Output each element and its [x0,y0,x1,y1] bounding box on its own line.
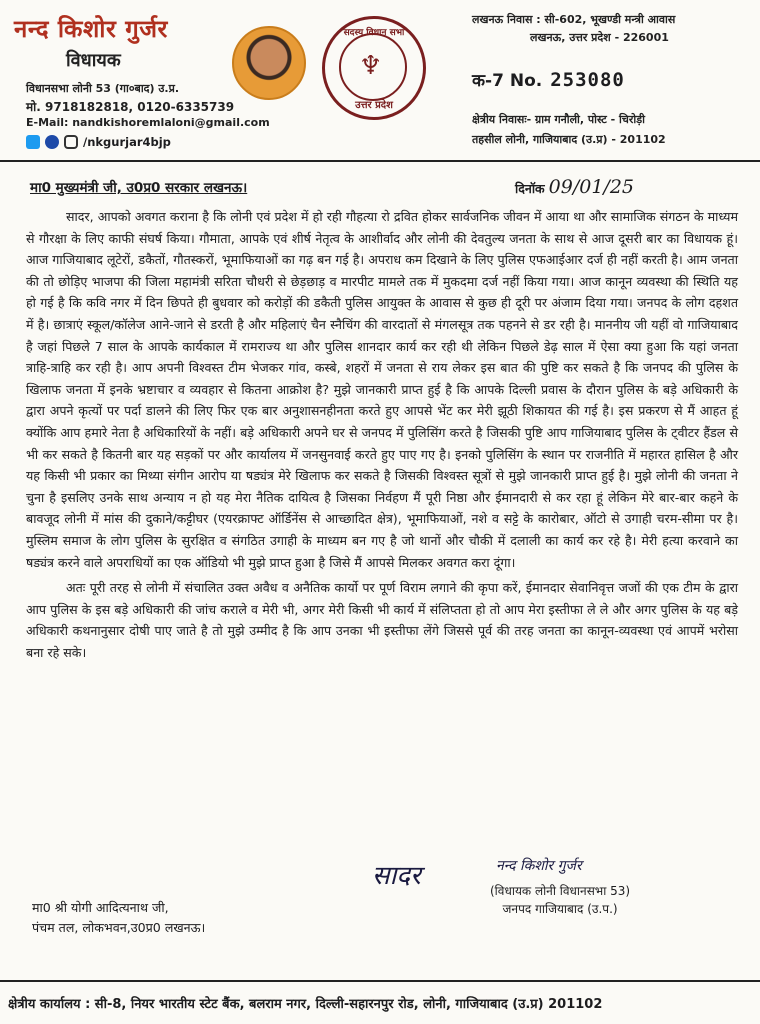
regional-office-address: क्षेत्रीय कार्यालय : सी-8, नियर भारतीय स्टेट बैंक, बलराम नगर, दिल्ली-सहारनपुर रोड, लोनी, गाजियाबाद (उ.प्र) 201102 [8,997,603,1012]
body-paragraph-1: सादर, आपको अवगत कराना है कि लोनी एवं प्रदेश में हो रही गौहत्या रो द्रवित होकर सार्वजनिक जीवन में आया था और सामाजिक संगठन के माध्यम से गौरक्षा के लिए काफी संघर्ष किया। गौमाता, आपके एवं शीर्ष नेतृत्व के आशीर्वाद और लोनी की देवतुल्य जनता के साथ से आज दूसरी बार का विधायक हूं। आज गाजियाबाद लूटेरों, डकैतों, गौतस्करों, भूमाफियाओं का गढ़ बन गई है। अपराध कम दिखाने के लिए पुलिस एफआईआर दर्ज ही नहीं करती है। आम जनता की तो छोड़िए भाजपा की जिला महामंत्री सरिता चौधरी से छेड़छाड़ व मारपीट मामले तक में मुकदमा दर्ज नहीं किया गया। आज कानून व्यवस्था की स्थिति यह हो गई है कि कवि नगर में दिन छिपते ही बुधवार को करोड़ों की डकैती पुलिस आयुक्त के आवास से कुछ ही दूरी पर अंजाम दिया गया। जनपद के लोग दहशत में है। छात्राएं स्कूल/कॉलेज आने-जाने से डरती है और महिलाएं चैन स्नैचिंग की वारदातों से मंगलसूत्र तक पहनने से डर रही है। माननीय जी यहीं वो गाजियाबाद है जहां पिछले 7 साल के आपके कार्यकाल में रामराज्य था और पुलिस शानदार कार्य कर रही थी लेकिन पिछले डेढ़ साल में ऐसा क्या हुआ कि यहां जनता त्राहि-त्राहि कर रही है। आप अपनी विश्वस्त टीम भेजकर गांव, कस्बे, शहरों में जनता से राय लेकर इस बात की पुष्टि कर सकते है कि जनपद की पुलिस के खिलाफ जनता में इनके भ्रष्टाचार व व्यवहार से कितना आक्रोश है? मुझे जानकारी प्राप्त हुई है कि आपके दिल्ली प्रवास के दौरान पुलिस के बड़े अधिकारी के द्वारा अपने कृत्यों पर पर्दा डालने की लिए फिर एक बार अनुशासनहीनता करते हुए आपसे भेंट कर मेरी झूठी शिकायत की गई है। इस प्रकरण से मैं आहत हूं क्योंकि आप हमारे नेता है अधिकारियों के नहीं। बड़े अधिकारी अपने घर से जनपद में पुलिसिंग करते है जिसकी पुष्टि आप गाजियाबाद पुलिस के ट्वीटर हैंडल से भी कर सकते है कितनी बार यह सड़कों पर और कार्यालय में जनसुनवाई करते हुए पाए गए है। इनको पुलिसिंग के स्थान पर राजनीति में महारत हासिल है और यह किसी भी प्रकार का मिथ्या संगीन आरोप या षड्यंत्र मेरे खिलाफ कर सकते है जिसकी विश्वस्त सूत्रों से मुझे जानकारी प्राप्त हुई है। मुझे लोनी की जनता ने चुना है इसलिए उनके साथ अन्याय न हो यह मेरा नैतिक दायित्व है जिसका निर्वहण मैं पूरी निष्ठा और ईमानदारी से कर रहा हूं लेकिन मेरे बार-बार कहने के बावजूद लोनी में मांस की दुकाने/कट्टीघर (एयरक्राफ्ट ऑर्डिनेंस से आच्छादित क्षेत्र), भूमाफियाओं, नशे व सट्टे के कारोबार, ऑटो से उगाही चरम-सीमा पर है। मुस्लिम समाज के लोग पुलिस के सुरक्षित व संगठित उगाही के माध्यम बन गए है जो थानों और चौकी में दलाली का कार्य कर रहे है। मेरी हत्या करवाने का षड्यंत्र करने वाले अपराधियों का एक ऑडियो भी मुझे प्राप्त हुआ है जिसे मैं आपसे मिलकर अवगत करा दूंगा। [26,209,738,570]
seal-top-text: सदस्य विधान सभा [343,28,405,38]
email: E-Mail: nandkishoremlaloni@gmail.com [26,116,270,129]
date-value: 09/01/25 [548,176,634,198]
lucknow-address-line2: लखनऊ, उत्तर प्रदेश - 226001 [530,31,669,44]
footer-divider [0,980,760,982]
body-paragraph-2: अतः पूरी तरह से लोनी में संचालित उक्त अवैध व अनैतिक कार्यो पर पूर्ण विराम लगाने की कृपा करें, ईमानदार सेवानिवृत्त जजों की एक टीम के द्वारा आप पुलिस के इस बड़े अधिकारी की जांच कराले व मेरी भी, अगर मेरी किसी भी कार्य में संलिप्तता हो तो आप मेरा इस्तीफा ले ले और अगर पुलिस के यह बड़े अधिकारी कथनानुसार दोषी पाए जाते है तो मुझे उम्मीद है कि आप उनका भी इस्तीफा लेंगे जिससे पूर्व की तरह जनता का कानून-व्यवस्था एवं आपमें भरोसा बना रहे सके। [26,580,738,660]
copy-to-line1: मा0 श्री योगी आदित्यनाथ जी, [32,900,169,915]
copy-to-line2: पंचम तल, लोकभवन,उ0प्र0 लखनऊ। [32,920,206,935]
seal-emblem-icon: ♆ [359,51,383,81]
signatory-designation [490,882,630,918]
social-handle: /nkgurjar4bjp [83,135,171,149]
lucknow-address-line1: लखनऊ निवास : सी-602, भूखण्डी मन्त्री आवास [472,13,676,26]
constituency: विधानसभा लोनी 53 (गा०बाद) उ.प्र. [26,82,180,95]
mla-title: विधायक [66,50,121,71]
letter-date [515,176,634,198]
local-address-line2: तहसील लोनी, गाजियाबाद (उ.प्र) - 201102 [472,133,666,146]
date-label: दिनॉक [515,181,545,196]
addressee: मा0 मुख्यमंत्री जी, उ0प्र0 सरकार लखनऊ। [30,180,248,196]
twitter-icon [26,135,40,149]
mobile-numbers: मो. 9718182818, 0120-6335739 [26,100,235,114]
header-divider [0,160,760,162]
local-address-line1: क्षेत्रीय निवासः- ग्राम गनौली, पोस्ट - चिरोड़ी [472,113,645,126]
copy-to [32,898,205,938]
reference-value: 253080 [550,69,625,91]
signature: नन्द किशोर गुर्जर [496,858,582,874]
reference-prefix: क-7 No. [472,71,543,91]
instagram-icon [64,135,78,149]
seal-bottom-text: उत्तर प्रदेश [355,100,393,111]
facebook-icon [45,135,59,149]
designation-line1: (विधायक लोनी विधानसभा 53) [490,884,631,898]
reference-number [472,68,625,91]
assembly-seal [322,16,426,120]
social-links [26,135,171,149]
designation-line2: जनपद गाजियाबाद (उ.प.) [502,902,618,916]
mla-name: नन्द किशोर गुर्जर [14,15,168,43]
letter-body [26,206,738,663]
mla-photo [232,26,306,100]
closing-handwritten: सादर [372,861,421,891]
